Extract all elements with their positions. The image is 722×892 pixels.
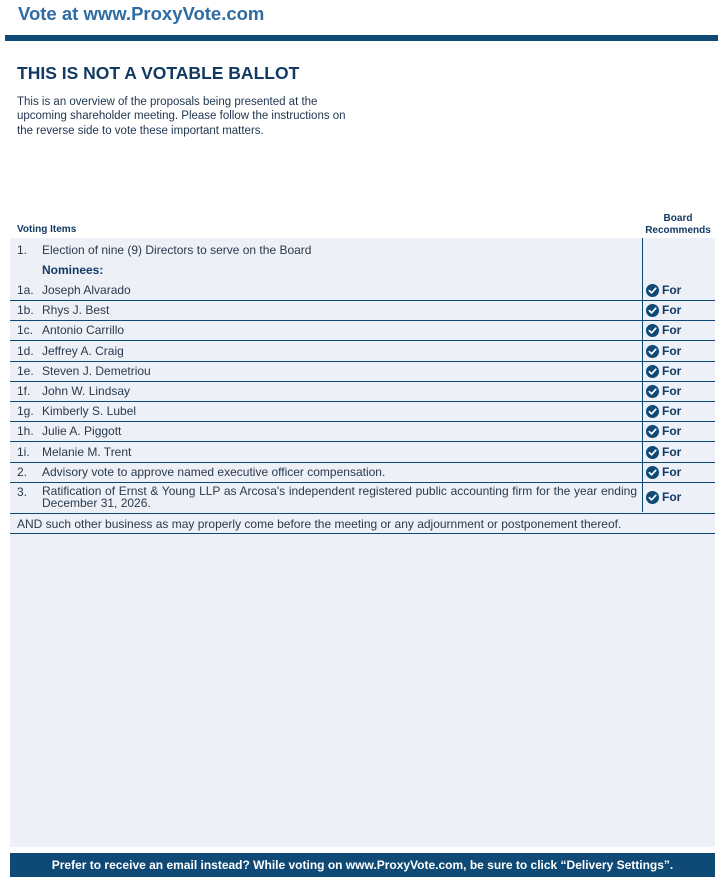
check-circle-icon: [646, 365, 659, 378]
board-recommendation: [646, 404, 681, 418]
intro-text: This is an overview of the proposals being presented at the upcoming shareholder meeting. Please follow the instructions on the reverse side to vote these important matters.: [17, 96, 346, 137]
proposal-text: Joseph Alvarado: [42, 283, 131, 297]
recommendation-label: For: [662, 323, 682, 337]
check-circle-icon: [646, 284, 659, 297]
proposal-text: Julie A. Piggott: [42, 424, 122, 438]
recommendation-label: For: [662, 424, 682, 438]
board-recommendation: [646, 490, 681, 504]
board-recommendation: [646, 424, 681, 438]
nominees-label: Nominees:: [42, 263, 104, 277]
recommendation-label: For: [662, 445, 682, 459]
proposal-3-row: [10, 482, 715, 514]
nominee-1i-row: [10, 442, 715, 463]
board-recommends-header: [640, 213, 716, 236]
header-rule: [5, 35, 718, 41]
nominees-label-row: [10, 260, 715, 280]
recommendation-label: For: [662, 344, 682, 358]
proposal-text: Advisory vote to approve named executive officer compensation.: [42, 465, 386, 479]
proposal-text: Ratification of Ernst & Young LLP as Arcosa's independent registered public accounting firm for the year ending December 31, 2026.: [42, 484, 637, 510]
board-recommendation: [646, 445, 681, 459]
proposal-text: Rhys J. Best: [42, 303, 110, 317]
nominee-1e-row: [10, 361, 715, 382]
check-circle-icon: [646, 304, 659, 317]
nominee-1b-row: [10, 300, 715, 321]
recommendation-label: For: [662, 490, 682, 504]
proposal-number: 1.: [17, 243, 28, 257]
recommendation-label: For: [662, 465, 682, 479]
check-circle-icon: [646, 425, 659, 438]
check-circle-icon: [646, 385, 659, 398]
check-circle-icon: [646, 491, 659, 504]
board-recommendation: [646, 344, 681, 358]
board-recommendation: [646, 364, 681, 378]
board-recommendation: [646, 303, 681, 317]
proposal-number: 1f.: [17, 384, 31, 398]
check-circle-icon: [646, 446, 659, 459]
proposal-text: John W. Lindsay: [42, 384, 131, 398]
proposal-text: Melanie M. Trent: [42, 445, 132, 459]
other-business-row: [10, 514, 715, 534]
nominee-1g-row: [10, 401, 715, 422]
check-circle-icon: [646, 466, 659, 479]
proposal-1-row: [10, 240, 715, 260]
proposal-2-row: [10, 462, 715, 483]
board-recommendation: [646, 465, 681, 479]
recommendation-label: For: [662, 384, 682, 398]
proposal-number: 1h.: [17, 424, 34, 438]
voting-items-header: Voting Items: [17, 224, 77, 235]
board-recommendation: [646, 283, 681, 297]
nominee-1a-row: [10, 280, 715, 301]
recommendation-label: For: [662, 364, 682, 378]
board-recommends-line2: Recommends: [645, 224, 711, 236]
board-recommendation: [646, 384, 681, 398]
check-circle-icon: [646, 345, 659, 358]
proposal-number: 3.: [17, 485, 28, 499]
recommendation-label: For: [662, 283, 682, 297]
proposal-number: 1e.: [17, 364, 34, 378]
nominee-1h-row: [10, 421, 715, 442]
recommendation-label: For: [662, 404, 682, 418]
proposal-text: Kimberly S. Lubel: [42, 404, 137, 418]
proposal-number: 1b.: [17, 303, 34, 317]
check-circle-icon: [646, 324, 659, 337]
delivery-settings-banner: Prefer to receive an email instead? While voting on www.ProxyVote.com, be sure to click “Delivery Settings”.: [10, 853, 715, 877]
proposal-number: 1c.: [17, 323, 34, 337]
proposal-text: Steven J. Demetriou: [42, 364, 151, 378]
board-recommendation: [646, 323, 681, 337]
check-circle-icon: [646, 405, 659, 418]
proposal-number: 1g.: [17, 404, 34, 418]
ballot-title: THIS IS NOT A VOTABLE BALLOT: [17, 63, 300, 83]
proposal-text: Antonio Carrillo: [42, 323, 125, 337]
nominee-1d-row: [10, 341, 715, 362]
proposal-number: 1d.: [17, 344, 34, 358]
proposal-number: 2.: [17, 465, 28, 479]
nominee-1f-row: [10, 381, 715, 402]
proposal-text: Election of nine (9) Directors to serve on the Board: [42, 243, 312, 257]
proposal-number: 1i.: [17, 445, 30, 459]
nominee-1c-row: [10, 320, 715, 341]
recommendation-label: For: [662, 303, 682, 317]
proxyvote-header-title: Vote at www.ProxyVote.com: [18, 3, 265, 24]
proposal-number: 1a.: [17, 283, 34, 297]
board-recommends-line1: Board: [663, 213, 693, 224]
proposal-text: Jeffrey A. Craig: [42, 344, 124, 358]
other-business-text: AND such other business as may properly come before the meeting or any adjournment or postponement thereof.: [17, 517, 622, 531]
